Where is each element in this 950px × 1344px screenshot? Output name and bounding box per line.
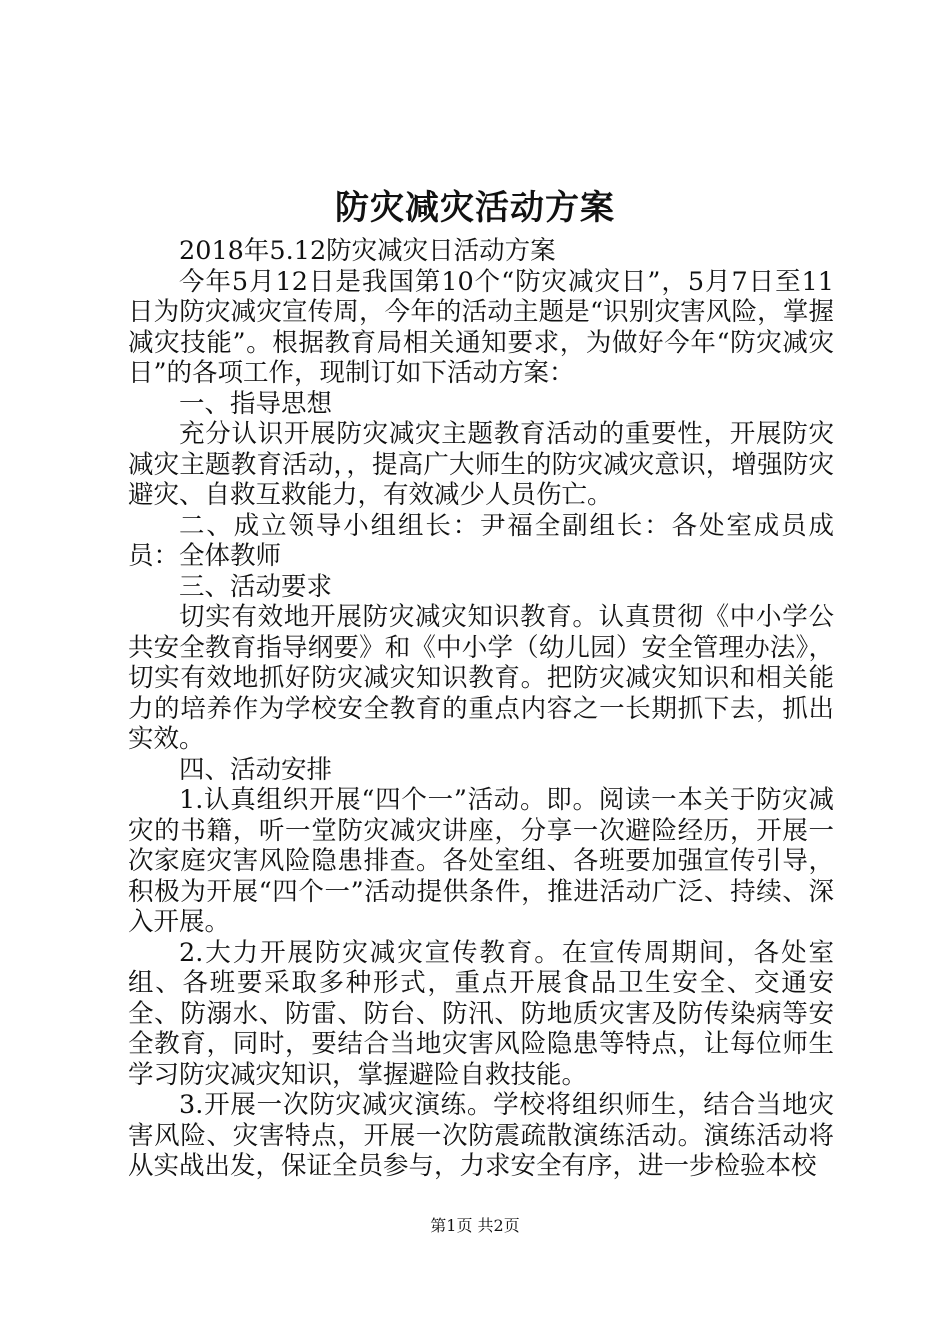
paragraph-subtitle: 2018年5.12防灾减灾日活动方案 (179, 236, 556, 266)
paragraph-leadership-group: 二、成立领导小组组长：尹福全副组长：各处室成员成员：全体教师 (128, 510, 834, 571)
paragraph-arrangement-2: 2.大力开展防灾减灾宣传教育。在宣传周期间，各处室组、各班要采取多种形式，重点开展食品卫生安全、交通安全、防溺水、防雷、防台、防汛、防地质灾害及防传染病等安全教育，同时，要结合当地灾害风险隐患等特点，让每位师生学习防灾减灾知识，掌握避险自救技能。 (128, 937, 834, 1090)
paragraph-guiding-thought: 充分认识开展防灾减灾主题教育活动的重要性，开展防灾减灾主题教育活动，，提高广大师生的防灾减灾意识，增强防灾避灾、自救互救能力，有效减少人员伤亡。 (128, 419, 834, 510)
heading-activity-arrangements: 四、活动安排 (179, 754, 333, 785)
document-title: 防灾减灾活动方案 (335, 188, 615, 228)
heading-activity-requirements: 三、活动要求 (179, 571, 333, 602)
paragraph-intro: 今年5月12日是我国第10个“防灾减灾日”，5月7日至11日为防灾减灾宣传周，今年的活动主题是“识别灾害风险，掌握减灾技能”。根据教育局相关通知要求，为做好今年“防灾减灾日”的各项工作，现制订如下活动方案： (128, 266, 834, 388)
paragraph-activity-requirements: 切实有效地开展防灾减灾知识教育。认真贯彻《中小学公共安全教育指导纲要》和《中小学（幼儿园）安全管理办法》，切实有效地抓好防灾减灾知识教育。把防灾减灾知识和相关能力的培养作为学校安全教育的重点内容之一长期抓下去，抓出实效。 (128, 602, 834, 754)
paragraph-arrangement-3: 3.开展一次防灾减灾演练。学校将组织师生，结合当地灾害风险、灾害特点，开展一次防震疏散演练活动。演练活动将从实战出发，保证全员参与，力求安全有序，进一步检验本校 (128, 1090, 834, 1181)
paragraph-arrangement-1: 1.认真组织开展“四个一”活动。即。阅读一本关于防灾减灾的书籍，听一堂防灾减灾讲座，分享一次避险经历，开展一次家庭灾害风险隐患排查。各处室组、各班要加强宣传引导，积极为开展“四个一”活动提供条件，推进活动广泛、持续、深入开展。 (128, 785, 834, 937)
document-body (128, 236, 834, 1182)
page-footer: 第1页 共2页 (430, 1216, 520, 1235)
heading-guiding-thought: 一、指导思想 (179, 388, 333, 419)
